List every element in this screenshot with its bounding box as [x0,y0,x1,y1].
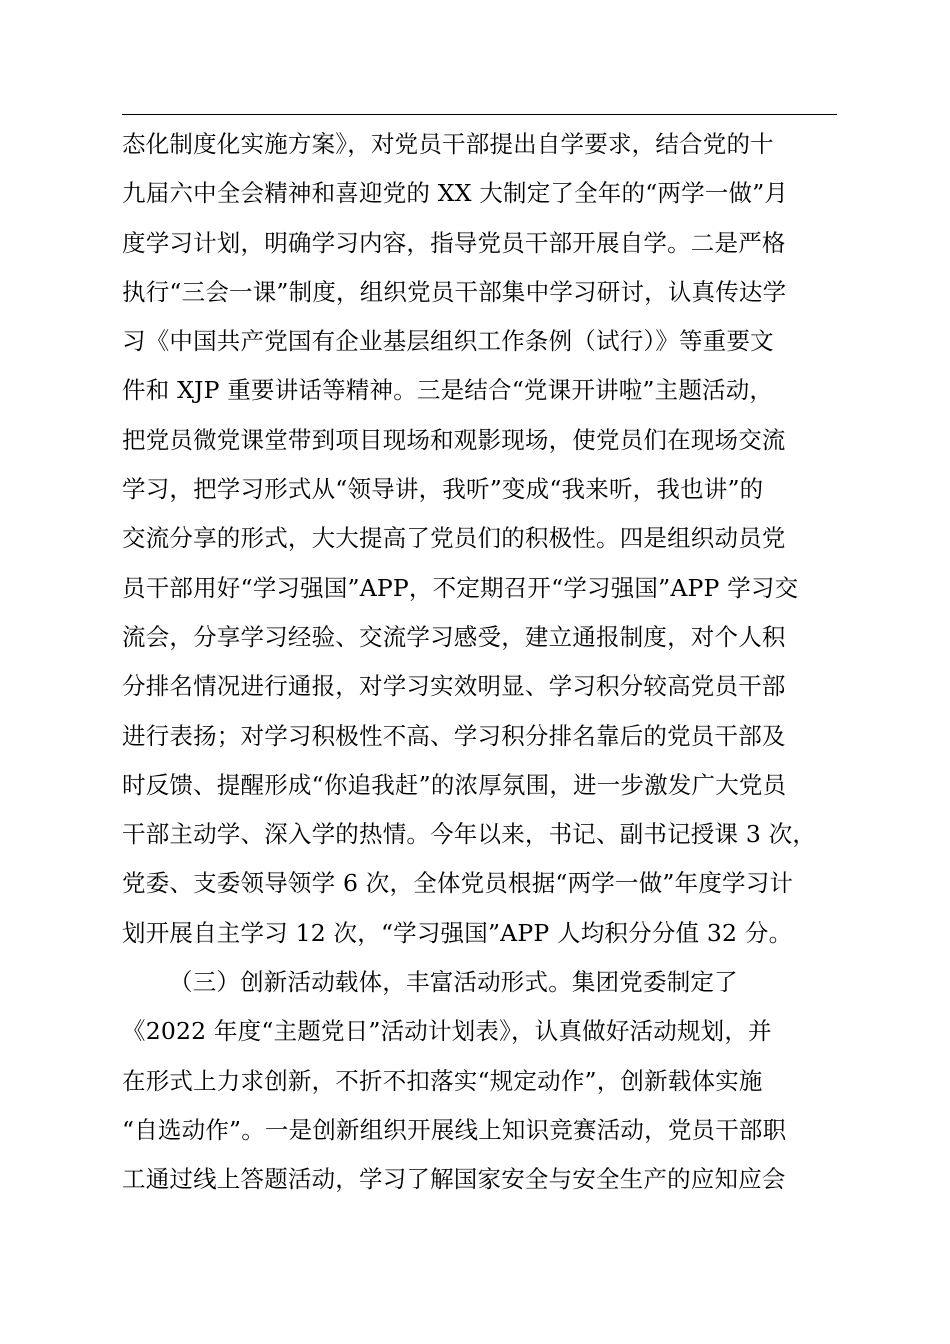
text-line: 学习，把学习形式从“领导讲，我听”变成“我来听，我也讲”的 [122,475,764,504]
text-line: 员干部用好“学习强国”APP，不定期召开“学习强国”APP 学习交 [122,573,799,602]
text-line: “自选动作”。一是创新组织开展线上知识竞赛活动，党员干部职 [122,1115,787,1144]
text-line: 流会，分享学习经验、交流学习感受，建立通报制度，对个人积 [122,622,786,651]
text-line: 进行表扬；对学习积极性不高、学习积分排名靠后的党员干部及 [122,721,786,750]
text-line: 工通过线上答题活动，学习了解国家安全与安全生产的应知应会 [122,1165,786,1194]
text-line: 把党员微党课堂带到项目现场和观影现场，使党员们在现场交流 [122,425,786,454]
section-heading-line: （三）创新活动载体，丰富活动形式。集团党委制定了 [169,968,738,997]
document-body [122,120,860,1205]
text-line: 分排名情况进行通报，对学习实效明显、学习积分较高党员干部 [122,672,786,701]
text-line: 执行“三会一课”制度，组织党员干部集中学习研讨，认真传达学 [122,277,787,306]
text-line: 党委、支委领导领学 6 次，全体党员根据“两学一做”年度学习计 [122,869,794,898]
text-line: 九届六中全会精神和喜迎党的 XX 大制定了全年的“两学一做”月 [122,179,789,208]
text-line: 时反馈、提醒形成“你追我赶”的浓厚氛围，进一步激发广大党员 [122,770,787,799]
text-line: 交流分享的形式，大大提高了党员们的积极性。四是组织动员党 [122,524,786,553]
text-line: 度学习计划，明确学习内容，指导党员干部开展自学。二是严格 [122,228,786,257]
text-line: 划开展自主学习 12 次，“学习强国”APP 人均积分分值 32 分。 [122,918,793,947]
text-line: 干部主动学、深入学的热情。今年以来，书记、副书记授课 3 次， [122,820,817,849]
text-line: 《2022 年度“主题党日”活动计划表》，认真做好活动规划，并 [122,1017,772,1046]
text-line: 件和 XJP 重要讲话等精神。三是结合“党课开讲啦”主题活动， [122,376,774,405]
text-line: 在形式上力求创新，不折不扣落实“规定动作”，创新载体实施 [122,1066,763,1095]
text-line: 习《中国共产党国有企业基层组织工作条例（试行）》等重要文 [122,327,774,356]
header-rule [122,114,837,115]
text-line: 态化制度化实施方案》，对党员干部提出自学要求，结合党的十 [122,130,774,158]
